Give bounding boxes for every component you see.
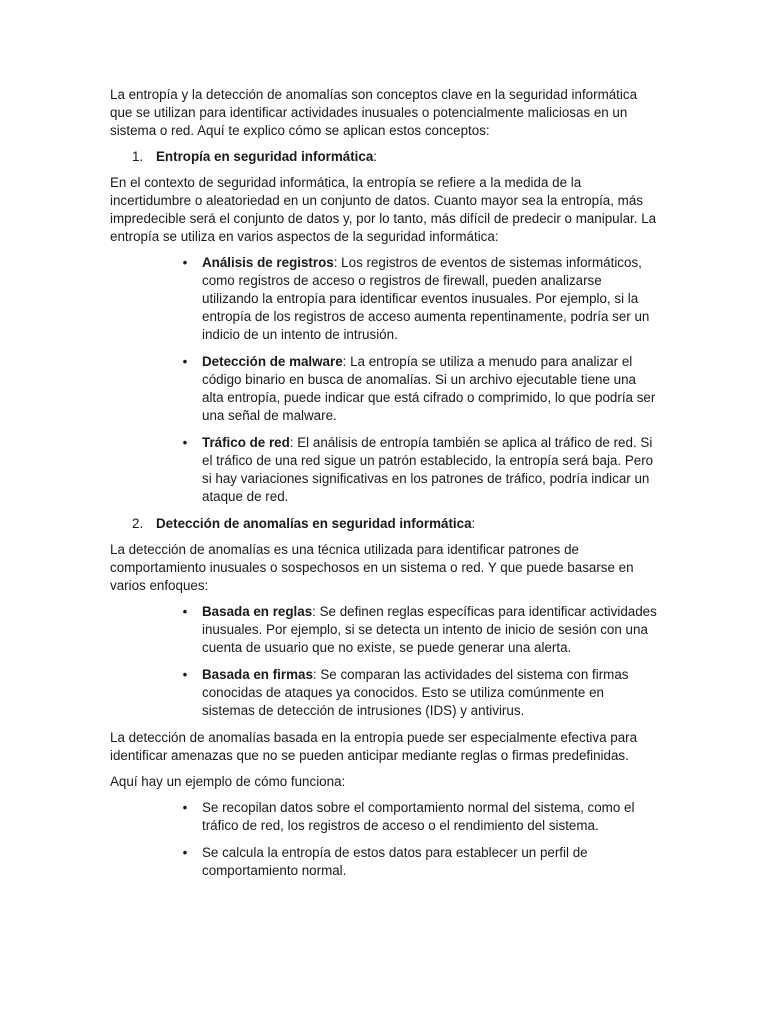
bullet-icon: • [182, 354, 188, 369]
section1-paragraph: En el contexto de seguridad informática, la entropía se refiere a la medida de la incertidumbre o aleatoriedad en un conjunto de datos. Cuanto mayor sea la entropía, más impredecible será el conjunto de datos y, por lo tanto, más difícil de predecir o manipular. La entropía se utiliza en varios aspectos de la seguridad informática: [110, 175, 657, 244]
bullet-term: Basada en firmas [202, 667, 313, 682]
section2-paragraph: La detección de anomalías es una técnica utilizada para identificar patrones de comportamiento inusuales o sospechosos en un sistema o red. Y que puede basarse en varios enfoques: [110, 542, 634, 593]
bullet-icon: • [182, 435, 188, 450]
bullet-text: Se calcula la entropía de estos datos para establecer un perfil de comportamiento normal. [202, 845, 588, 878]
section2-heading [110, 515, 660, 533]
section2-bullet-list [110, 603, 660, 720]
bullet-text: : Se comparan las actividades del sistema con firmas conocidas de ataques ya conocidos. Esto se utiliza comúnmente en sistemas de detección de intrusiones (IDS) y antivirus. [202, 667, 629, 718]
bullet-text: : Los registros de eventos de sistemas informáticos, como registros de acceso o registros de firewall, pueden analizarse utilizando la entropía para identificar eventos inusuales. Por ejemplo, si la entropía de los registros de acceso aumenta repentinamente, podría ser un indicio de un intento de intrusión. [202, 255, 650, 342]
bullet-term: Detección de malware [202, 354, 343, 369]
bullet-icon: • [182, 255, 188, 270]
bullet-icon: • [182, 604, 188, 619]
document-page [110, 86, 660, 889]
list-item [180, 434, 657, 506]
list-item [180, 666, 657, 720]
bullet-text: : La entropía se utiliza a menudo para analizar el código binario en busca de anomalías. Si un archivo ejecutable tiene una alta entropía, puede indicar que está cifrado o comprimido, lo que podría ser una señal de malware. [202, 354, 656, 423]
bullet-icon: • [182, 667, 188, 682]
list-item [180, 254, 657, 344]
list-item [180, 799, 657, 835]
section1-colon: : [373, 149, 377, 164]
section1-bullet-list [110, 254, 660, 506]
section1-number: 1. [132, 149, 144, 164]
list-item [180, 844, 657, 880]
bullet-icon: • [182, 845, 188, 860]
section1-title: Entropía en seguridad informática [156, 149, 374, 164]
bullet-icon: • [182, 800, 188, 815]
list-item [180, 603, 657, 657]
bullet-term: Basada en reglas [202, 604, 313, 619]
bullet-text: : Se definen reglas específicas para identificar actividades inusuales. Por ejemplo, si se detecta un intento de inicio de sesión con una cuenta de usuario que no existe, se puede generar una alerta. [202, 604, 657, 655]
section2-number: 2. [132, 516, 144, 531]
bullet-text: : El análisis de entropía también se aplica al tráfico de red. Si el tráfico de una red sigue un patrón establecido, la entropía será baja. Pero si hay variaciones significativas en los patrones de tráfico, podría indicar un ataque de red. [202, 435, 654, 504]
paragraph-entropy-detection: La detección de anomalías basada en la entropía puede ser especialmente efectiva para identificar amenazas que no se pueden anticipar mediante reglas o firmas predefinidas. [110, 730, 638, 763]
section1-heading [110, 148, 660, 166]
example-intro: Aquí hay un ejemplo de cómo funciona: [110, 774, 346, 789]
list-item [180, 353, 657, 425]
bullet-text: Se recopilan datos sobre el comportamiento normal del sistema, como el tráfico de red, los registros de acceso o el rendimiento del sistema. [202, 800, 635, 833]
section2-colon: : [471, 516, 476, 531]
intro-paragraph: La entropía y la detección de anomalías son conceptos clave en la seguridad informática que se utilizan para identificar actividades inusuales o potencialmente maliciosas en un sistema o red. Aquí te explico cómo se aplican estos conceptos: [110, 87, 638, 138]
bullet-term: Tráfico de red [202, 435, 290, 450]
example-bullet-list [110, 799, 660, 880]
bullet-term: Análisis de registros [202, 255, 334, 270]
section2-title: Detección de anomalías en seguridad informática [156, 516, 472, 531]
